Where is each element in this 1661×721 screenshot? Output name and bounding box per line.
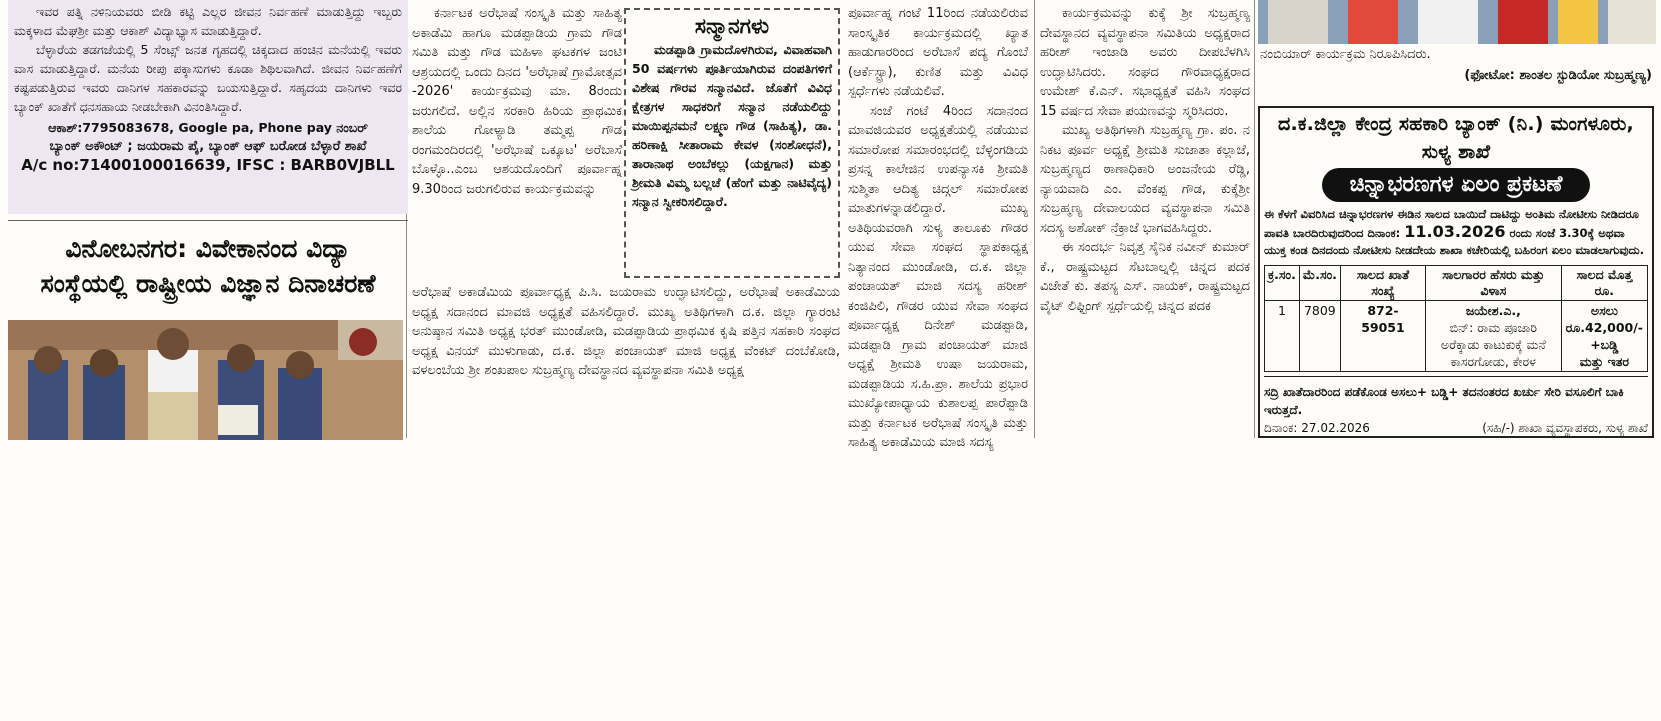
column-article-continued <box>412 283 840 721</box>
auction-table <box>1264 265 1648 372</box>
auction-text-part: ರಂದು ಸಂಜೆ 3.30ಕ್ಕೆ ಅಥವಾ ಯುಕ್ತ ಕಂಡ ದಿನದಂದು ನೋಟೀಸು ನೀಡದೇಯ ಶಾಖಾ ಕಚೇರಿಯಲ್ಲಿ ಬಹಿರಂಗ ಏಲಂ ಮಾಡಲಾಗುವುದು. <box>1264 226 1645 257</box>
article-paragraph: ಪೂರ್ವಾಹ್ನ ಗಂಟೆ 11ರಿಂದ ನಡೆಯಲಿರುವ ಸಾಂಸ್ಕೃತಿಕ ಕಾರ್ಯಕ್ರಮದಲ್ಲಿ ಖ್ಯಾತ ಹಾಡುಗಾರರಿಂದ ಅರೆಬಾಸೆ ಪದ್ಯ ಗೊಂಬೆ (ಆರ್ಕೆಸ್ಟ್ರಾ), ಕುಣಿತ ಮತ್ತು ವಿವಿಧ ಸ್ಪರ್ಧೆಗಳು ನಡೆಯಲಿವೆ. <box>848 6 1028 99</box>
column-rule <box>1034 0 1035 438</box>
auction-banner: ಚಿನ್ನಾಭರಣಗಳ ಏಲಂ ಪ್ರಕಟಣೆ <box>1322 168 1590 202</box>
photo-credit: (ಫೋಟೋ: ಶಾಂತಲ ಸ್ಟುಡಿಯೋ ಸುಬ್ರಹ್ಮಣ್ಯ) <box>1464 68 1652 83</box>
photo-caption: ನಂಬಿಯಾರ್ ಕಾರ್ಯಕ್ರಮ ನಿರೂಪಿಸಿದರು. <box>1260 47 1431 62</box>
column-article-right <box>848 0 1028 450</box>
phone-line: ಆಕಾಶ್:7795083678, Google pa, Phone pay ನಂಬರ್ <box>48 120 368 135</box>
auction-text <box>1264 206 1648 259</box>
appeal-paragraph: ಇವರ ಪತ್ನಿ ನಳಿನಿಯವರು ಬೀಡಿ ಕಟ್ಟಿ ಎಲ್ಲರ ಜೀವನ ನಿರ್ವಹಣೆ ಮಾಡುತ್ತಿದ್ದು ಇಬ್ಬರು ಮಕ್ಕಳಾದ ಮೆಘಶ್ರೀ ಮತ್ತು ಆಕಾಶ್ ವಿದ್ಯಾಭ್ಯಾಸ ಮಾಡುತ್ತಿದ್ದಾರೆ. <box>14 4 402 38</box>
science-day-photo <box>8 320 403 440</box>
box-body: ಮಡಪ್ಪಾಡಿ ಗ್ರಾಮದೊಳಗಿರುವ, ವಿವಾಹವಾಗಿ 50 ವರ್ಷಗಳು ಪೂರ್ತಿಯಾಗಿರುವ ದಂಪತಿಗಳಿಗೆ ವಿಶೇಷ ಗೌರವ ಸನ್ಮಾನವಿದೆ. ಜೊತೆಗೆ ವಿವಿಧ ಕ್ಷೇತ್ರಗಳ ಸಾಧಕರಿಗೆ ಸನ್ಮಾನ ನಡೆಯಲಿದ್ದು ಮಾಯಿಪ್ಪನಮನೆ ಲಕ್ಷ್ಮಣ ಗೌಡ (ಸಾಹಿತ್ಯ), ಡಾ. ಹರಿಣಾಕ್ಷಿ ಸೀತಾರಾಮ ಕೇವಳ (ಸಂಶೋಧನೆ), ತಾರಾನಾಥ ಅಂಬೆಕಲ್ಲು (ಯಕ್ಷಗಾನ) ಮತ್ತು ಶ್ರೀಮತಿ ವಿಮ್ಮ ಬಲ್ಲಚೆ (ಹೆಂಗೆ ಮತ್ತು ನಾಟಿವೈದ್ಯ) ಸನ್ಮಾನ ಸ್ವೀಕರಿಸಲಿದ್ದಾರೆ. <box>632 42 832 209</box>
table-header-cell: ಮೆ.ಸಂ. <box>1299 266 1340 301</box>
table-cell-name <box>1426 301 1562 372</box>
auction-signature-row <box>1264 419 1648 437</box>
article-headline <box>8 221 408 301</box>
felicitation-box <box>624 8 840 278</box>
auction-signature: (ಸಹಿ/-) ಶಾಖಾ ವ್ಯವಸ್ಥಾಪಕರು, ಸುಳ್ಯ ಶಾಖೆ <box>1482 421 1648 435</box>
borrower-line: ಬಿನ್: ರಾಮ ಪೂಜಾರಿ <box>1449 320 1538 335</box>
headline-line: ಸಂಸ್ಥೆಯಲ್ಲಿ ರಾಷ್ಟ್ರೀಯ ವಿಜ್ಞಾನ ದಿನಾಚರಣೆ <box>40 269 376 298</box>
borrower-line: ಜಯೇಶ.ಎ., <box>1465 303 1521 318</box>
article-paragraph: ಅರೆಭಾಷೆ ಅಕಾಡೆಮಿಯ ಪೂರ್ವಾಧ್ಯಕ್ಷ ಪಿ.ಸಿ. ಜಯರಾಮ ಉದ್ಘಾಟಿಸಲಿದ್ದು, ಅರೆಭಾಷೆ ಅಕಾಡೆಮಿಯ ಅಧ್ಯಕ್ಷ ಸದಾನಂದ ಮಾವಜಿ ಅಧ್ಯಕ್ಷತೆ ವಹಿಸಲಿದ್ದಾರೆ. ಮುಖ್ಯ ಅತಿಥಿಗಳಾಗಿ ದ.ಕ. ಜಿಲ್ಲಾ ಗ್ಯಾರಂಟಿ ಅನುಷ್ಠಾನ ಸಮಿತಿ ಅಧ್ಯಕ್ಷ ಭರತ್ ಮುಂಡೋಡಿ, ಮಡಪ್ಪಾಡಿಯ ಪ್ರಾಥಮಿಕ ಕೃಷಿ ಪತ್ತಿನ ಸಹಕಾರಿ ಸಂಘದ ಅಧ್ಯಕ್ಷ ವಿನಯ್ ಮುಳುಗಾಡು, ದ.ಕ. ಜಿಲ್ಲಾ ಪಂಚಾಯತ್ ಮಾಜಿ ಅಧ್ಯಕ್ಷ ವೆಂಕಟ್ ದಂಬೆಕೋಡಿ, ವಳಲಂಬೆಯ ಶ್ರೀ ಶಂಖಪಾಲ ಸುಬ್ರಹ್ಮಣ್ಯ ದೇವಸ್ಥಾನದ ವ್ಯವಸ್ಥಾಪನಾ ಸಮಿತಿ ಅಧ್ಯಕ್ಷ <box>412 285 840 378</box>
article-paragraph: ಮುಖ್ಯ ಅತಿಥಿಗಳಾಗಿ ಸುಬ್ರಹ್ಮಣ್ಯ ಗ್ರಾ. ಪಂ. ನ ನಿಕಟ ಪೂರ್ವ ಅಧ್ಯಕ್ಷೆ ಶ್ರೀಮತಿ ಸುಜಾತಾ ಕಲ್ಲಾಜೆ, ಸುಬ್ರಹ್ಮಣ್ಯದ ಠಾಣಾಧಿಕಾರಿ ಅಂಜನೇಯ ರೆಡ್ಡಿ, ನ್ಯಾಯವಾದಿ ಎಂ. ವೆಂಕಪ್ಪ ಗೌಡ, ಕುಕ್ಕೆಶ್ರೀ ಸುಬ್ರಹ್ಮಣ್ಯ ದೇವಾಲಯದ ವ್ಯವಸ್ಥಾಪನಾ ಸಮಿತಿ ಸದಸ್ಯ ಅಶೋಕ್ ನೆಕ್ರಾಜೆ ಭಾಗವಹಿಸಿದ್ದರು. <box>1040 123 1250 236</box>
donation-appeal-box <box>8 0 408 214</box>
table-cell-amount <box>1561 301 1647 372</box>
amount-line: ಮತ್ತು ಇತರ <box>1579 354 1629 369</box>
borrower-line: ಕಾಸರಗೋಡು, ಕೇರಳ <box>1450 354 1536 369</box>
table-cell-sl: 1 <box>1265 301 1300 372</box>
auction-date: 11.03.2026 <box>1404 222 1506 241</box>
box-title: ಸನ್ಮಾನಗಳು <box>694 14 770 38</box>
amount-line: ರೂ.42,000/- <box>1565 320 1643 335</box>
event-photo <box>1258 0 1656 44</box>
column-subrahmanya-article <box>1040 0 1250 442</box>
auction-date-line: ದಿನಾಂಕ: 27.02.2026 <box>1264 421 1370 435</box>
table-header-cell: ಸಾಲಗಾರರ ಹೆಸರು ಮತ್ತು ವಿಳಾಸ <box>1426 266 1562 301</box>
borrower-line: ಅರೆಕ್ಕಾಡು ಕಾಟುಕುಕ್ಕೆ ಮನೆ <box>1440 337 1546 352</box>
column-rule <box>1254 0 1255 438</box>
article-paragraph: ಕರ್ನಾಟಕ ಅರೆಭಾಷೆ ಸಂಸ್ಕೃತಿ ಮತ್ತು ಸಾಹಿತ್ಯ ಅಕಾಡೆಮಿ ಹಾಗೂ ಮಡಪ್ಪಾಡಿಯ ಗ್ರಾಮ ಗೌಡ ಸಮಿತಿ ಮತ್ತು ಗೌಡ ಮಹಿಳಾ ಘಟಕಗಳ ಜಂಟಿ ಆಶ್ರಯದಲ್ಲಿ ಒಂದು ದಿನದ 'ಅರೆಭಾಷೆ ಗ್ರಾಮೋತ್ಸವ -2026' ಕಾರ್ಯಕ್ರಮವು ಮಾ. 8ರಂದು ಜರುಗಲಿದೆ. ಅಲ್ಲಿನ ಸರಕಾರಿ ಹಿರಿಯ ಪ್ರಾಥಮಿಕ ಶಾಲೆಯ ಗೋಳ್ಯಾಡಿ ತಮ್ಮಪ್ಪ ಗೌಡ ರಂಗಮಂದಿರದಲ್ಲಿ 'ಅರೆಭಾಷೆ ಒಕ್ಕೂಟ' ಅರೆಬಾಸೆ ಬೊಳ್ಳೊ..ಎಂಬ ಆಶಯದೊಂದಿಗೆ ಪೂರ್ವಾಹ್ನ 9.30ರಿಂದ ಜರುಗಲಿರುವ ಕಾರ್ಯಕ್ರಮವನ್ನು <box>412 6 622 197</box>
table-cell-account: 872- 59051 <box>1340 301 1425 372</box>
column-appeal <box>8 0 408 438</box>
bank-line: ಬ್ಯಾಂಕ್ ಅಕೌಂಟ್ ; ಜಯರಾಮ ಪೈ, ಬ್ಯಾಂಕ್ ಆಫ್ ಬರೋಡ ಬೆಳ್ಳಾರೆ ಶಾಖೆ <box>49 139 367 154</box>
auction-text-part: ಈ ಕೆಳಗೆ ವಿವರಿಸಿದ ಚಿನ್ನಾಭರಣಗಳ ಈಡಿನ ಸಾಲದ ಬಾಯಿದೆ ದಾಟಿದ್ದು ಅಂತಿಮ ನೋಟೀಸು ನೀಡಿದರೂ ಪಾವತಿ ಬಾರದಿರುವುದರಿಂದ ದಿನಾಂಕ: <box>1264 207 1639 240</box>
headline-line: ವಿನೋಬನಗರ: ವಿವೇಕಾನಂದ ವಿದ್ಯಾ <box>65 234 351 263</box>
amount-line: +ಬಡ್ಡಿ <box>1590 337 1619 352</box>
auction-notice-ad <box>1258 106 1654 438</box>
article-paragraph: ಸಂಜೆ ಗಂಟೆ 4ರಿಂದ ಸದಾನಂದ ಮಾವಜಿಯವರ ಅಧ್ಯಕ್ಷತೆಯಲ್ಲಿ ನಡೆಯುವ ಸಮಾರೋಪ ಸಮಾರಂಭದಲ್ಲಿ ಬೆಳ್ಳಂಗಡಿಯ ಪ್ರಸನ್ನ ಕಾಲೇಜಿನ ಉಪನ್ಯಾಸಕಿ ಶ್ರೀಮತಿ ಸುಶ್ಮಿತಾ ಆದಿತ್ಯ ಚಿದ್ಗಲ್ ಸಮಾರೋಪ ಮಾತುಗಳನ್ನಾಡಲಿದ್ದಾರೆ. ಮುಖ್ಯ ಅತಿಥಿಯವರಾಗಿ ಸುಳ್ಯ ತಾಲೂಕು ಗೌಡರ ಯುವ ಸೇವಾ ಸಂಘದ ಸ್ಥಾಪಕಾಧ್ಯಕ್ಷ ನಿತ್ಯಾನಂದ ಮುಂಡೋಡಿ, ದ.ಕ. ಜಿಲ್ಲಾ ಪಂಚಾಯತ್ ಮಾಜಿ ಸದಸ್ಯ ಹರೀಶ್ ಕಂಜಿಪಿಲಿ, ಗೌಡರ ಯುವ ಸೇವಾ ಸಂಘದ ಪೂರ್ವಾಧ್ಯಕ್ಷ ದಿನೇಶ್ ಮಡಪ್ಪಾಡಿ, ಮಡಪ್ಪಾಡಿ ಗ್ರಾಮ ಪಂಚಾಯತ್ ಮಾಜಿ ಅಧ್ಯಕ್ಷೆ ಶ್ರೀಮತಿ ಉಷಾ ಜಯರಾಮ, ಮಡಪ್ಪಾಡಿಯ ಸ.ಹಿ.ಪ್ರಾ. ಶಾಲೆಯ ಪ್ರಭಾರ ಮುಖ್ಯೋಪಾಧ್ಯಾಯ ಕುಶಾಲಪ್ಪ ಪಾರೆಪ್ಪಾಡಿ ಮತ್ತು ಕರ್ನಾಟಕ ಅರೆಭಾಷೆ ಸಂಸ್ಕೃತಿ ಮತ್ತು ಸಾಹಿತ್ಯ ಅಕಾಡೆಮಿಯ ಮಾಜಿ ಸದಸ್ಯ <box>848 103 1028 450</box>
account-number-line: A/c no:71400100016639, IFSC : BARB0VJBLL <box>21 156 395 174</box>
bank-name-heading: ದ.ಕ.ಜಿಲ್ಲಾ ಕೇಂದ್ರ ಸಹಕಾರಿ ಬ್ಯಾಂಕ್ (ನಿ.) ಮಂಗಳೂರು, ಸುಳ್ಯ ಶಾಖೆ <box>1278 113 1634 163</box>
amount-line: ಅಸಲು <box>1590 303 1618 318</box>
auction-footnote: ಸದ್ರಿ ಖಾತೆದಾರರಿಂದ ಪಡೆಕೊಂಡ ಅಸಲು+ ಬಡ್ಡಿ+ ತದನಂತರದ ಖರ್ಚು ಸೇರಿ ವಸೂಲಿಗೆ ಬಾಕಿ ಇರುತ್ತದೆ. <box>1264 376 1648 419</box>
table-row <box>1265 301 1648 372</box>
table-header-cell: ಕ್ರ.ಸಂ. <box>1265 266 1300 301</box>
article-paragraph: ಕಾರ್ಯಕ್ರಮವನ್ನು ಕುಕ್ಕೆ ಶ್ರೀ ಸುಬ್ರಹ್ಮಣ್ಯ ದೇವಸ್ಥಾನದ ವ್ಯವಸ್ಥಾಪನಾ ಸಮಿತಿಯ ಅಧ್ಯಕ್ಷರಾದ ಹರೀಶ್ ಇಂಜಾಡಿ ಅವರು ದೀಪಬೆಳಗಿಸಿ ಉದ್ಘಾಟಿಸಿದರು. ಸಂಘದ ಗೌರವಾಧ್ಯಕ್ಷರಾದ ಉಮೇಶ್ ಕೆ.ಎನ್. ಸಭಾಧ್ಯಕ್ಷತೆ ವಹಿಸಿ ಸಂಘದ 15 ವರ್ಷದ ಸೇವಾ ಪಯಣವನ್ನು ಸ್ಮರಿಸಿದರು. <box>1040 6 1250 119</box>
table-header-cell: ಸಾಲದ ಖಾತೆ ಸಂಖ್ಯೆ <box>1340 266 1425 301</box>
column-bank-notice <box>1258 0 1656 438</box>
photo-illustration <box>8 320 403 440</box>
table-header-row <box>1265 266 1648 301</box>
table-cell-me: 7809 <box>1299 301 1340 372</box>
table-header-cell: ಸಾಲದ ಮೊತ್ತ ರೂ. <box>1561 266 1647 301</box>
photo-illustration <box>1258 0 1656 44</box>
appeal-paragraph: ಬೆಳ್ಳಾರೆಯ ತಡಗಜೆಯಲ್ಲಿ 5 ಸೆಂಟ್ಸ್ ಜನತ ಗೃಹದಲ್ಲಿ ಚಿಕ್ಕದಾದ ಹಂಚಿನ ಮನೆಯಲ್ಲಿ ಇವರು ವಾಸ ಮಾಡುತ್ತಿದ್ದಾರೆ. ಮನೆಯ ರೀಪು ಪಕ್ಕಾಸುಗಳು ಕೂಡಾ ಶಿಥಿಲವಾಗಿದೆ. ಜೀವನ ನಿರ್ವಹಣೆಗೆ ಕಷ್ಟಪಡುತ್ತಿರುವ ಇವರು ದಾನಿಗಳ ಸಹಕಾರವನ್ನು ಬಯಸುತ್ತಿದ್ದಾರೆ. ಸಹೃದಯ ದಾನಿಗಳು ಇವರ ಬ್ಯಾಂಕ್ ಖಾತೆಗೆ ಧನಸಹಾಯ ನೀಡಬೇಕಾಗಿ ವಿನಂತಿಸಿದ್ದಾರೆ. <box>14 42 402 114</box>
article-paragraph: ಈ ಸಂದರ್ಭ ನಿವೃತ್ತ ಸೈನಿಕ ನವೀನ್ ಕುಮಾರ್ ಕೆ., ರಾಷ್ಟ್ರಮಟ್ಟದ ಸೆಟಬಾಲ್ನಲ್ಲಿ ಚಿನ್ನದ ಪದಕ ವಿಜೇತೆ ಕು. ತಪಸ್ಯ ಎಸ್. ನಾಯಕ್, ರಾಷ್ಟ್ರಮಟ್ಟದ ವೈಟ್ ಲಿಫ್ಟಿಂಗ್ ಸ್ಪರ್ಧೆಯಲ್ಲಿ ಚಿನ್ನದ ಪದಕ <box>1040 240 1250 314</box>
